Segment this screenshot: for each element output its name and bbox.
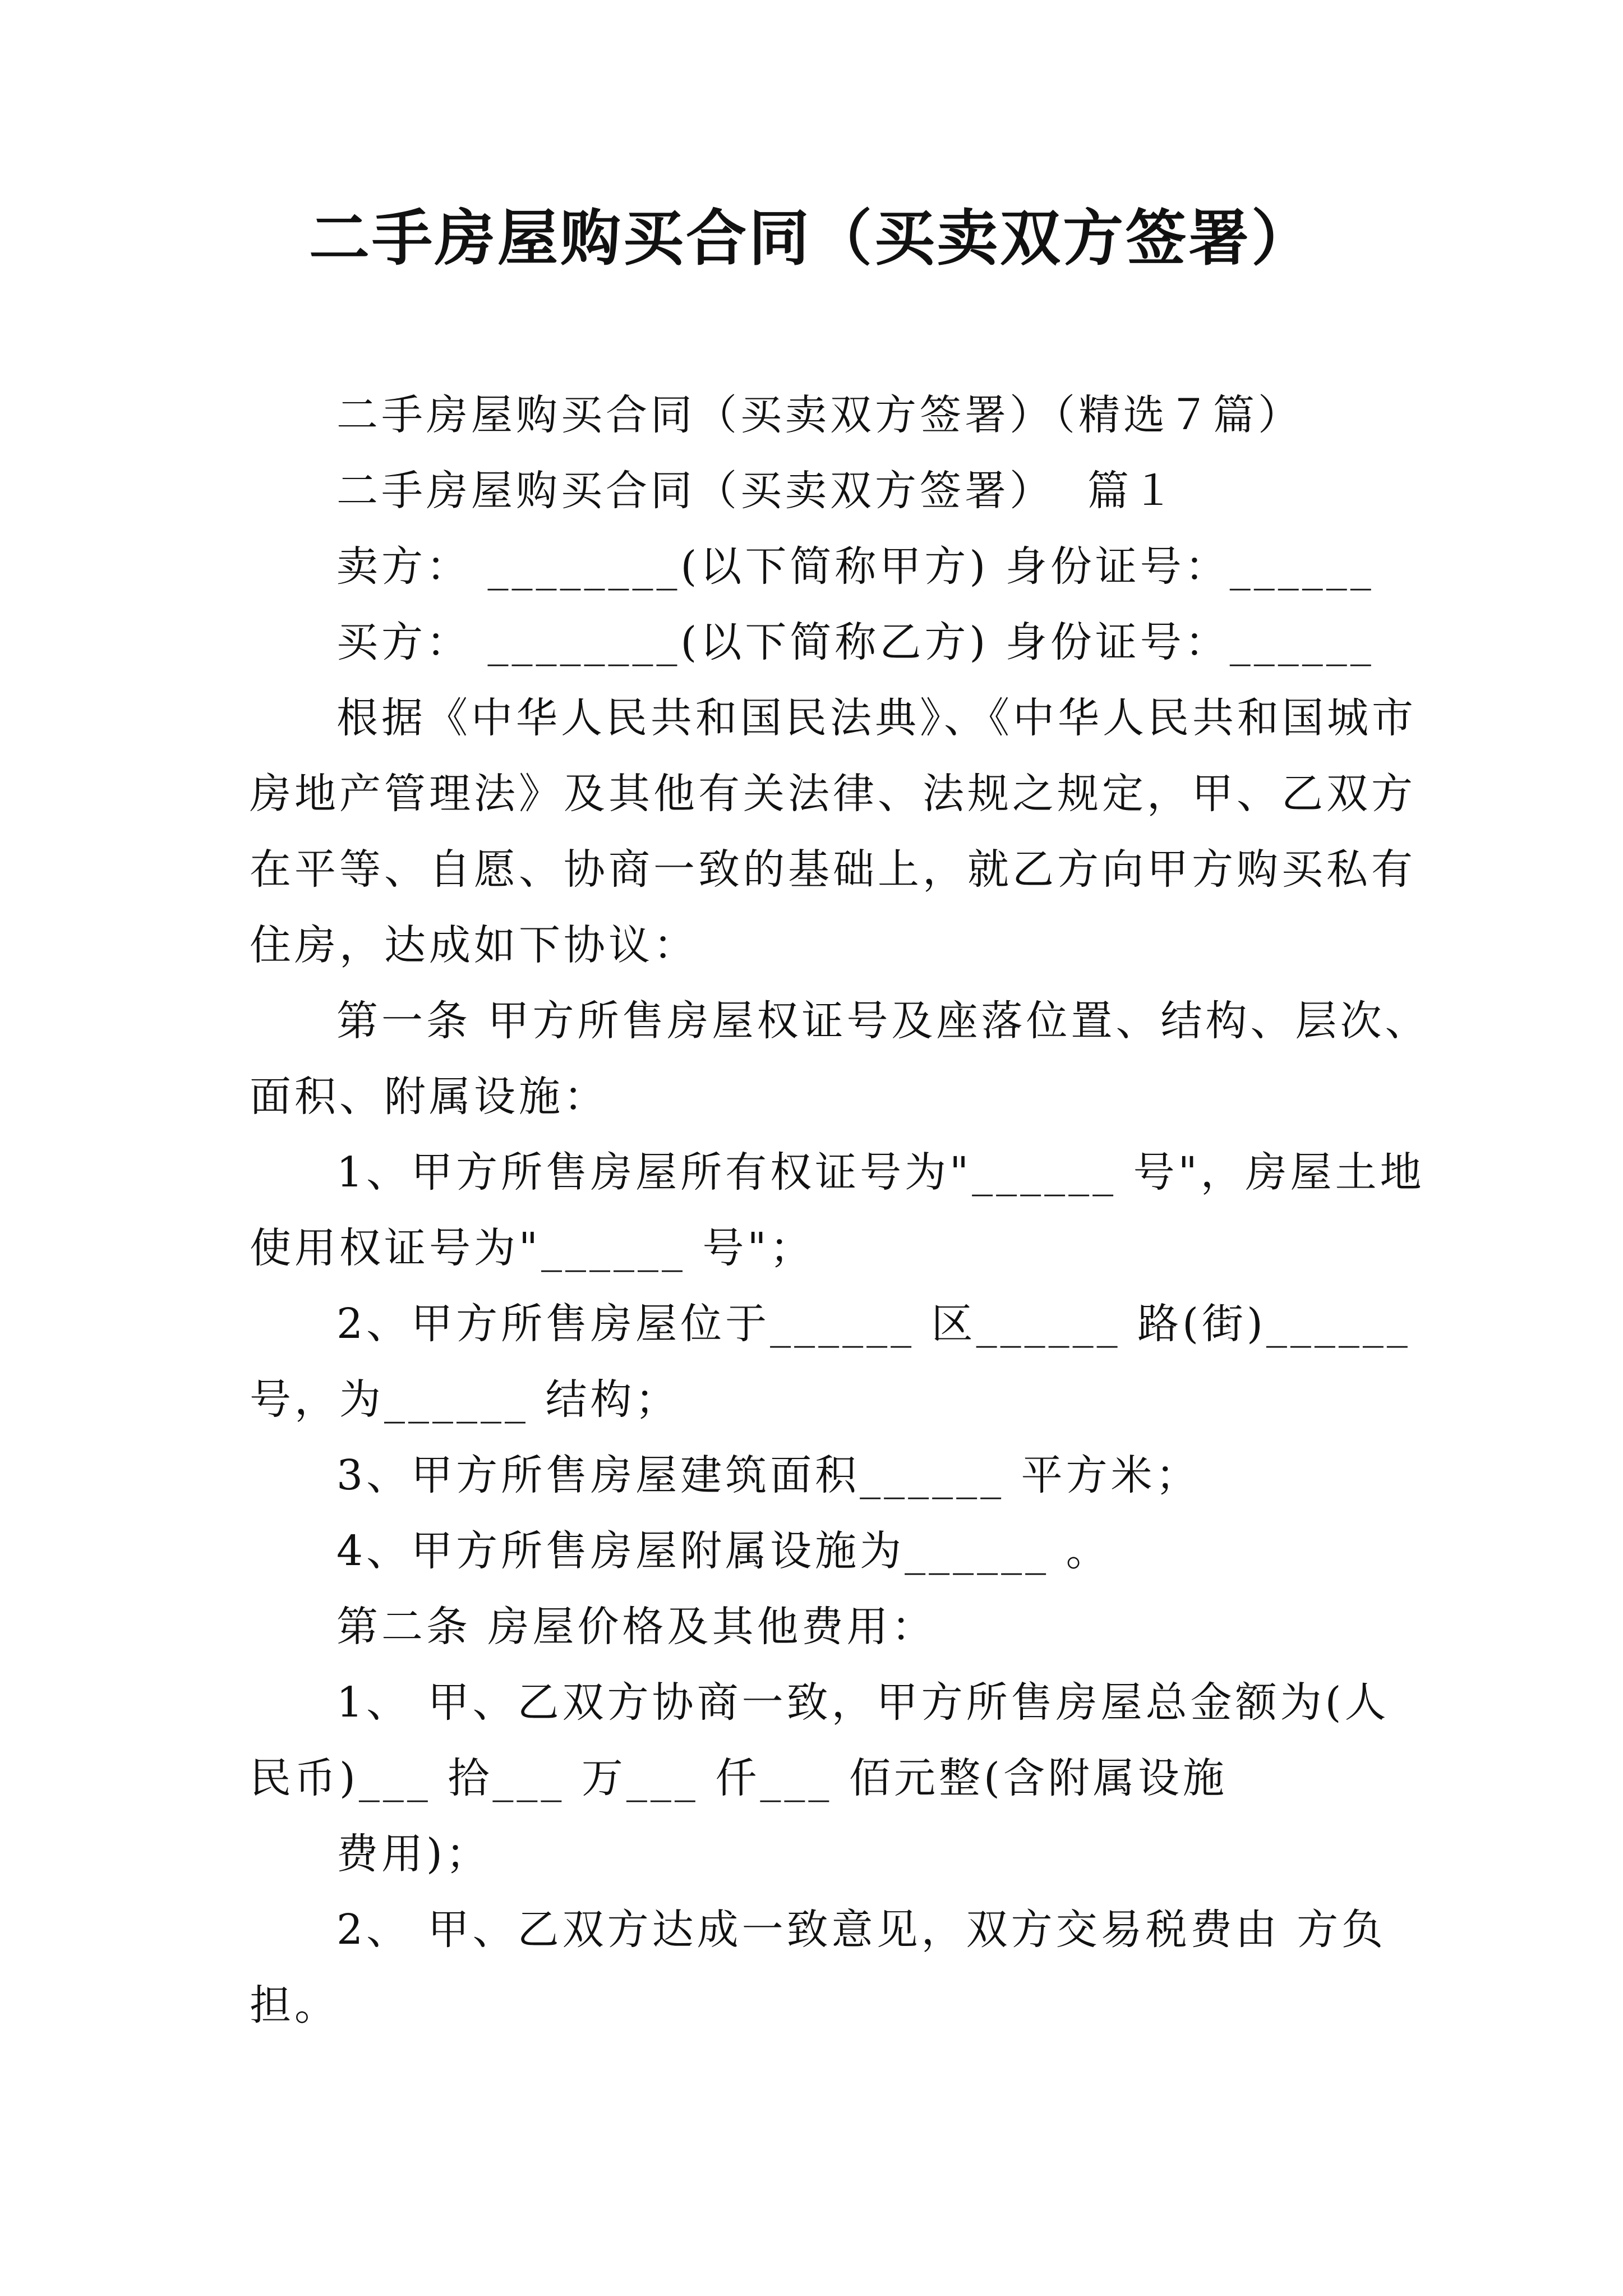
article-1-heading-line-1: 第一条 甲方所售房屋权证号及座落位置、结构、层次、: [336, 997, 1430, 1045]
clause-1-2-line-1: 2、甲方所售房屋位于______ 区______ 路(街)______: [336, 1300, 1411, 1348]
seller-line: 卖方： ________(以下简称甲方) 身份证号：______: [336, 542, 1375, 591]
clause-1-3: 3、甲方所售房屋建筑面积______ 平方米；: [336, 1451, 1201, 1499]
paragraph-intro-line-1: 根据《中华人民共和国民法典》、《中华人民共和国城市: [336, 694, 1417, 742]
paragraph-intro-line-3: 在平等、自愿、协商一致的基础上，就乙方向甲方购买私有: [250, 845, 1416, 894]
clause-2-2-line-1: 2、 甲、乙双方达成一致意见，双方交易税费由 方负: [336, 1906, 1387, 1954]
clause-1-2-line-2: 号，为______ 结构；: [250, 1375, 680, 1424]
clause-1-4: 4、甲方所售房屋附属设施为______ 。: [336, 1527, 1111, 1575]
subtitle-selection: 二手房屋购买合同（买卖双方签署）（精选７篇）: [336, 391, 1303, 439]
subtitle-article-1: 二手房屋购买合同（买卖双方签署） 篇１: [336, 467, 1178, 515]
article-2-heading: 第二条 房屋价格及其他费用：: [336, 1603, 937, 1651]
buyer-line: 买方： ________(以下简称乙方) 身份证号：______: [336, 618, 1375, 666]
clause-1-1-line-2: 使用权证号为"______ 号"；: [250, 1224, 815, 1272]
clause-2-2-line-2: 担。: [250, 1981, 339, 2030]
paragraph-intro-line-2: 房地产管理法》及其他有关法律、法规之规定，甲、乙双方: [250, 770, 1416, 818]
article-1-heading-line-2: 面积、附属设施：: [250, 1073, 608, 1121]
clause-2-1-line-1: 1、 甲、乙双方协商一致，甲方所售房屋总金额为(人: [336, 1678, 1390, 1727]
paragraph-intro-line-4: 住房，达成如下协议：: [250, 921, 698, 969]
clause-2-1-line-3: 费用)；: [336, 1830, 491, 1878]
clause-2-1-line-2: 民币)___ 拾___ 万___ 仟___ 佰元整(含附属设施: [250, 1754, 1228, 1802]
document-title: 二手房屋购买合同（买卖双方签署）: [308, 203, 1314, 274]
clause-1-1-line-1: 1、甲方所售房屋所有权证号为"______ 号"，房屋土地: [336, 1148, 1425, 1197]
